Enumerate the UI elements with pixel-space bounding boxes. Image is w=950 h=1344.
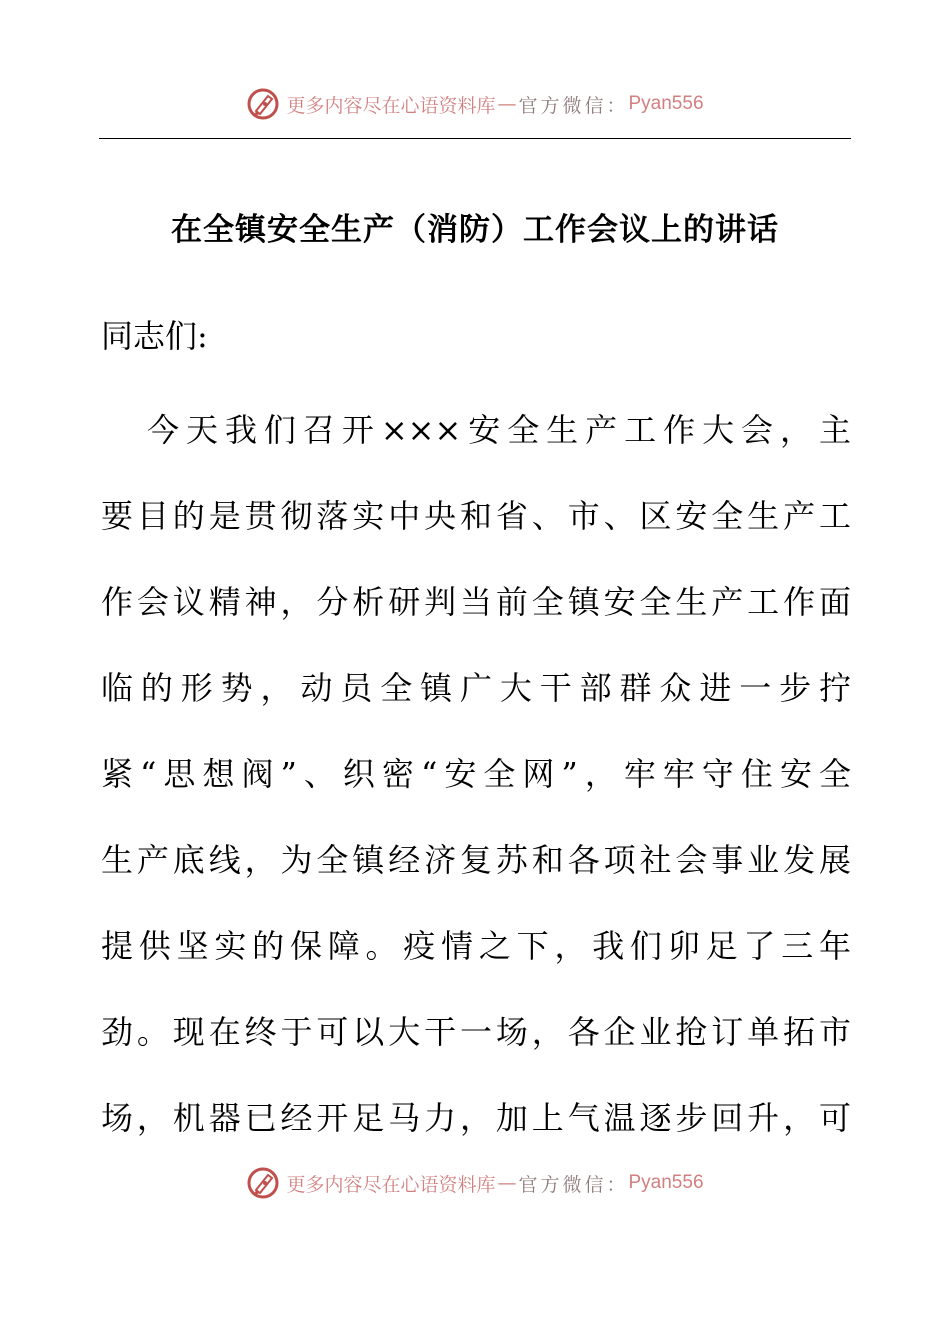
salutation: 同志们: (101, 317, 208, 355)
paragraph-line: 生产底线，为全镇经济复苏和各项社会事业发展 (101, 841, 851, 879)
pen-nib-logo-icon (246, 87, 280, 121)
paragraph-line: 提供坚实的保障。疫情之下，我们卯足了三年 (101, 927, 851, 965)
banner-separator: — (497, 1172, 517, 1194)
banner-wechat-id: Pyan556 (628, 93, 704, 114)
banner-brand: 更多内容尽在心语资料库 (286, 1173, 496, 1196)
header-rule (99, 138, 851, 139)
paragraph-line: 要目的是贯彻落实中央和省、市、区安全生产工 (101, 497, 851, 535)
footer-banner (0, 1163, 950, 1203)
paragraph-line: 紧“思想阀”、织密“安全网”，牢牢守住安全 (101, 755, 851, 793)
header-banner (0, 84, 950, 124)
paragraph-line: 场，机器已经开足马力，加上气温逐步回升，可 (101, 1099, 851, 1137)
paragraph-line: 作会议精神，分析研判当前全镇安全生产工作面 (101, 583, 851, 621)
banner-brand: 更多内容尽在心语资料库 (286, 94, 496, 117)
banner-separator: — (497, 93, 517, 115)
pen-nib-logo-icon (246, 1166, 280, 1200)
banner-wechat-label: 官方微信： (518, 1173, 629, 1196)
paragraph-line: 劲。现在终于可以大干一场，各企业抢订单拓市 (101, 1013, 851, 1051)
document-title: 在全镇安全生产（消防）工作会议上的讲话 (171, 212, 779, 248)
paragraph-line: 临的形势，动员全镇广大干部群众进一步拧 (101, 669, 851, 707)
body-paragraph (101, 402, 851, 1176)
banner-wechat-id: Pyan556 (628, 1172, 704, 1193)
banner-wechat-label: 官方微信： (518, 94, 629, 117)
paragraph-line: 今天我们召开×××安全生产工作大会，主 (147, 411, 851, 449)
